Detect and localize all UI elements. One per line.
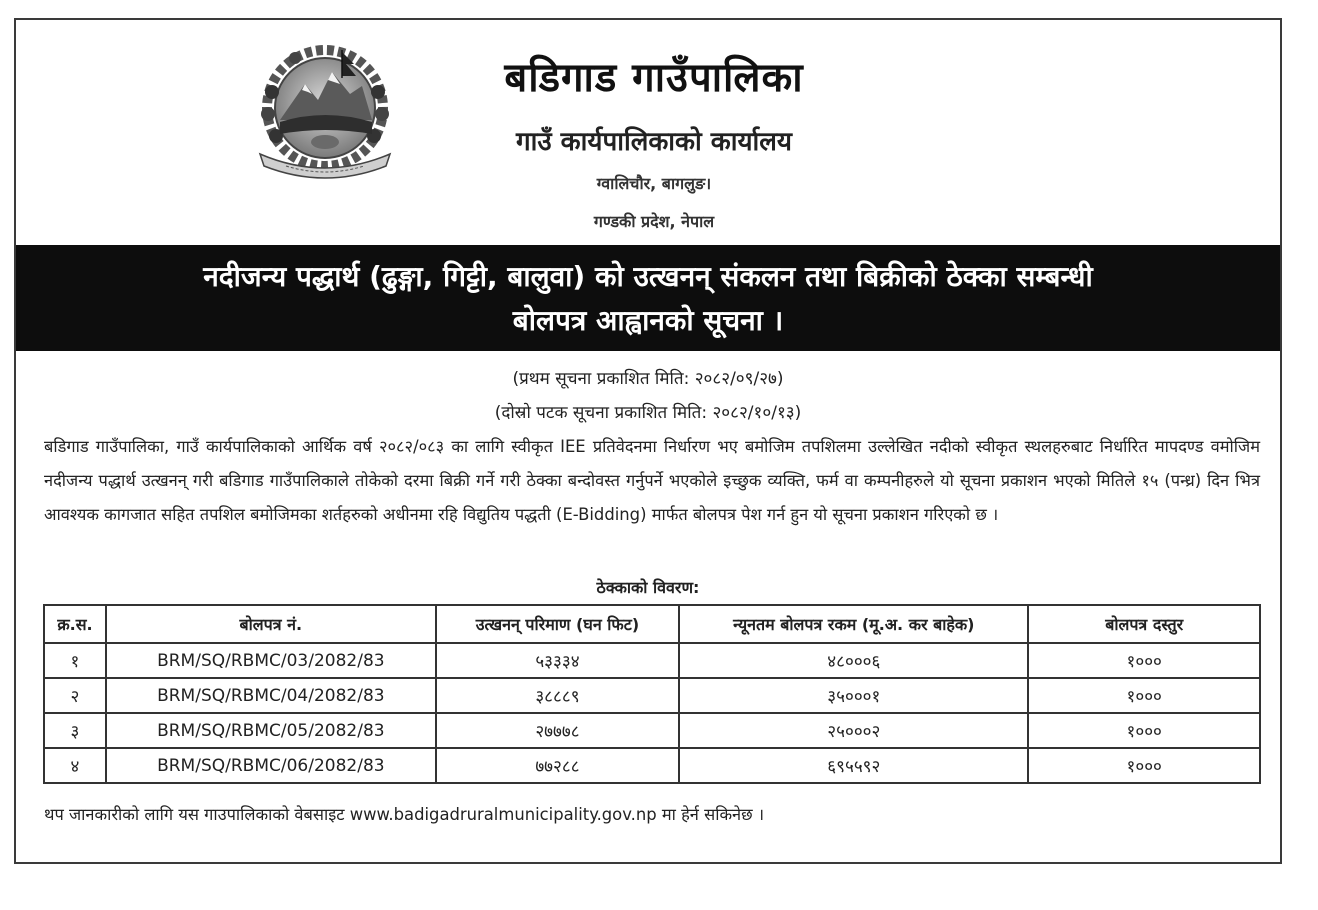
cell-quantity: २७७७८	[436, 713, 680, 748]
nepal-emblem-icon	[250, 42, 400, 180]
cell-min-amount: २५०००२	[679, 713, 1028, 748]
table-header-row	[44, 605, 1260, 643]
notice-title-banner	[16, 245, 1280, 351]
cell-bid-number: BRM/SQ/RBMC/04/2082/83	[106, 678, 436, 713]
cell-fee: १०००	[1028, 678, 1260, 713]
col-min-amount-header: न्यूनतम बोलपत्र रकम (मू.अ. कर बाहेक)	[679, 605, 1028, 643]
cell-fee: १०००	[1028, 748, 1260, 783]
cell-serial: २	[44, 678, 106, 713]
cell-quantity: ७७२८८	[436, 748, 680, 783]
office-subtitle: गाउँ कार्यपालिकाको कार्यालय	[516, 127, 792, 157]
footer-note: थप जानकारीको लागि यस गाउपालिकाको वेबसाइट www.badigadruralmunicipality.gov.np मा हेर्न सकिनेछ ।	[44, 805, 765, 824]
cell-bid-number: BRM/SQ/RBMC/06/2082/83	[106, 748, 436, 783]
notice-title-line-2: बोलपत्र आह्वानको सूचना ।	[512, 304, 784, 337]
table-row	[44, 678, 1260, 713]
cell-min-amount: ३५०००१	[679, 678, 1028, 713]
col-bid-number-header: बोलपत्र नं.	[106, 605, 436, 643]
cell-min-amount: ४८०००६	[679, 643, 1028, 678]
second-publish-date: (दोस्रो पटक सूचना प्रकाशित मिति: २०८२/१०/१३)	[494, 403, 802, 423]
cell-bid-number: BRM/SQ/RBMC/03/2082/83	[106, 643, 436, 678]
cell-serial: ३	[44, 713, 106, 748]
notice-title-line-1: नदीजन्य पद्धार्थ (ढुङ्गा, गिट्टी, बालुवा) को उत्खनन् संकलन तथा बिक्रीको ठेक्का सम्बन्धी	[203, 260, 1093, 293]
office-province: गण्डकी प्रदेश, नेपाल	[593, 212, 715, 231]
first-publish-date: (प्रथम सूचना प्रकाशित मिति: २०८२/०९/२७)	[512, 369, 784, 389]
notice-body: बडिगाड गाउँपालिका, गाउँ कार्यपालिकाको आर्थिक वर्ष २०८२/०८३ का लागि स्वीकृत IEE प्रतिवेदनमा निर्धारण भए बमोजिम तपशिलमा उल्लेखित नदीको स्वीकृत स्थलहरुबाट निर्धारित मापदण्ड वमोजिम नदीजन्य पद्धार्थ उत्खनन् गरी बडिगाड गाउँपालिकाले तोकेको दरमा बिक्री गर्ने गरी ठेक्का बन्दोवस्त गर्नुपर्ने भएकोले इच्छुक व्यक्ति, फर्म वा कम्पनीहरुले यो सूचना प्रकाशन भएको मितिले १५ (पन्ध्र) दिन भित्र आवश्यक कागजात सहित तपशिल बमोजिमका शर्तहरुको अधीनमा रहि विद्युतिय पद्धती (E-Bidding) मार्फत बोलपत्र पेश गर्न हुन यो सूचना प्रकाशन गरिएको छ ।	[44, 437, 1260, 524]
col-fee-header: बोलपत्र दस्तुर	[1028, 605, 1260, 643]
cell-quantity: ५३३३४	[436, 643, 680, 678]
cell-fee: १०००	[1028, 713, 1260, 748]
cell-serial: १	[44, 643, 106, 678]
contract-table	[43, 604, 1261, 784]
municipality-title: बडिगाड गाउँपालिका	[504, 55, 804, 101]
cell-fee: १०००	[1028, 643, 1260, 678]
table-row	[44, 748, 1260, 783]
cell-serial: ४	[44, 748, 106, 783]
office-address: ग्वालिचौर, बागलुङ।	[596, 174, 712, 193]
cell-quantity: ३८८८९	[436, 678, 680, 713]
cell-bid-number: BRM/SQ/RBMC/05/2082/83	[106, 713, 436, 748]
col-quantity-header: उत्खनन् परिमाण (घन फिट)	[436, 605, 680, 643]
table-caption: ठेक्काको विवरण:	[596, 578, 700, 597]
cell-min-amount: ६९५५९२	[679, 748, 1028, 783]
table-row	[44, 643, 1260, 678]
col-serial-header: क्र.स.	[44, 605, 106, 643]
table-row	[44, 713, 1260, 748]
